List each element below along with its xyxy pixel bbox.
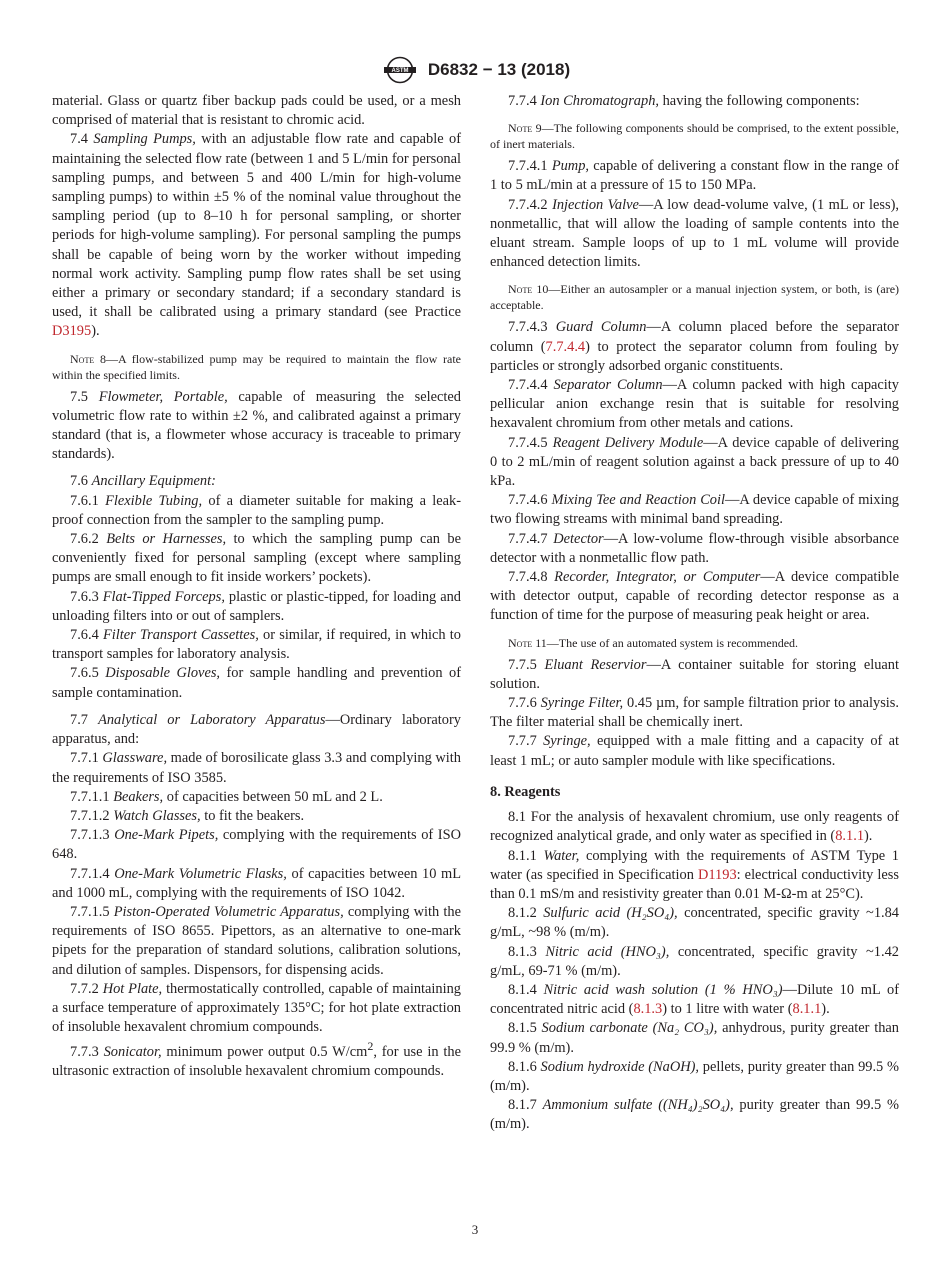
section-7-7-3: 7.7.3 Sonicator, minimum power output 0.5 $W/cm^2$, for use in the ultrasonic extraction of insoluble hexavalent chromium compounds. — [52, 1039, 461, 1080]
section-7-6-4: 7.6.4 Filter Transport Cassettes, or similar, if required, in which to transport samples for laboratory analysis. — [52, 627, 461, 663]
section-7-7-7: 7.7.7 Syringe, equipped with a male fitting and a capacity of at least 1 mL; or auto sampler module with like specifications. — [490, 733, 899, 769]
section-7-5: 7.5 Flowmeter, Portable, capable of measuring the selected volumetric flow rate to within ±2 %, and calibrated against a primary standard (that is, a flowmeter whose accuracy is traceable to primary standards). — [52, 388, 461, 463]
section-7-4: 7.4 Sampling Pumps, with an adjustable flow rate and capable of maintaining the selected flow rate (between 1 and 5 L/min for personal sampling pumps, and between 5 and 400 L/min for high-volume sampling pumps) to within ±5 % of the nominal value throughout the sampling period (up to 8–10 h for personal sampling, or shorter periods for high-volume sampling). For personal sampling the pumps shall be capable of being worn by the worker without impeding normal work activity. Sampling pump flow rates shall be set using either a primary or secondary standard; if a secondary standard is used, it shall be calibrated using a primary standard (see Practice D3195). — [52, 131, 461, 340]
section-7-7-4: 7.7.4 Ion Chromatograph, having the following components: — [508, 93, 860, 109]
section-7-7-1-5: 7.7.1.5 Piston-Operated Volumetric Apparatus, complying with the requirements of ISO 8655. Pipettors, as an alternative to one-mark pipets for the preparation of standard solutions, calibration solutions, and dilution of samples. Dispensors, for dispensing acids. — [52, 903, 461, 978]
section-7-7-4-6: 7.7.4.6 Mixing Tee and Reaction Coil—A device capable of mixing two flowing streams with minimal band spreading. — [490, 492, 899, 528]
section-8-1-7: 8.1.7 Ammonium sulfate ((NH₄)₂SO₄), purity greater than 99.5 % (m/m). — [490, 1097, 900, 1133]
section-7-6: 7.6 Ancillary Equipment: — [70, 473, 216, 490]
astm-logo-icon — [380, 56, 420, 84]
section-7-7-4-4: 7.7.4.4 Separator Column—A column packed with high capacity pellicular anion exchange resin that is suitable for resolving hexavalent chromium from other metals and cations. — [490, 377, 899, 432]
section-7-7-4-8: 7.7.4.8 Recorder, Integrator, or Computer—A device compatible with detector output, capable of recording detector response as a function of time for the purpose of measuring peak height or area. — [490, 569, 899, 624]
section-8-1-5: 8.1.5 Sodium carbonate (Na₂ CO₃), anhydrous, purity greater than 99.9 % (m/m). — [490, 1020, 899, 1056]
section-8-1-2: 8.1.2 Sulfuric acid (H₂SO₄), concentrated, specific gravity ~1.84 g/mL, ~98 % (m/m). — [490, 905, 899, 941]
section-7-7-1: 7.7.1 Glassware, made of borosilicate glass 3.3 and complying with the requirements of ISO 3585. — [52, 750, 461, 786]
section-7-6-1: 7.6.1 Flexible Tubing, of a diameter suitable for making a leak-proof connection from the sampler to the sampling pump. — [52, 492, 462, 528]
section-7-7-4-2: 7.7.4.2 Injection Valve—A low dead-volume valve, (1 mL or less), nonmetallic, that will allow the loading of sample contents into the eluant stream. Sample loops of up to 1 mL volume will provide enhanced detection limits. — [490, 196, 899, 271]
ref-link[interactable]: 8.1.1 — [792, 1001, 822, 1018]
note-8: Note 8—A flow-stabilized pump may be required to maintain the flow rate within the specified limits. — [52, 351, 461, 382]
note-11: Note 11—The use of an automated system is recommended. — [508, 635, 799, 650]
page-header — [0, 56, 950, 86]
note-9: Note 9—The following components should be comprised, to the extent possible, of inert materials. — [490, 121, 900, 152]
section-7-6-2: 7.6.2 Belts or Harnesses, to which the sampling pump can be conveniently fixed for personal sampling (except where sampling pumps are small enough to fit inside workers’ pockets). — [52, 531, 461, 586]
section-8-1-4: 8.1.4 Nitric acid wash solution (1 % HNO₃)—Dilute 10 mL of concentrated nitric acid (8.1.3) to 1 litre with water (8.1.1). — [490, 981, 899, 1018]
document-id: D6832 − 13 (2018) — [427, 60, 571, 79]
section-7-7-4-3: 7.7.4.3 Guard Column—A column placed before the separator column (7.7.4.4) to protect the separator column from fouling by particles or strongly adsorbed organic constituents. — [490, 319, 899, 374]
section-7-7-1-2: 7.7.1.2 Watch Glasses, to fit the beakers. — [70, 807, 305, 824]
section-7-7-1-1: 7.7.1.1 Beakers, of capacities between 50 mL and 2 L. — [70, 788, 383, 805]
section-8-1-3: 8.1.3 Nitric acid (HNO₃), concentrated, specific gravity ~1.42 g/mL, 69-71 % (m/m). — [490, 943, 899, 979]
ref-link[interactable]: 8.1.3 — [633, 1001, 663, 1018]
section-8-1-6: 8.1.6 Sodium hydroxide (NaOH), pellets, purity greater than 99.5 % (m/m). — [490, 1058, 899, 1094]
svg-text:ASTM: ASTM — [391, 68, 409, 75]
section-7-7-1-4: 7.7.1.4 One-Mark Volumetric Flasks, of capacities between 10 mL and 1000 mL, complying with the requirements of ISO 1042. — [52, 865, 461, 901]
ref-link[interactable]: D1193 — [698, 866, 737, 883]
ref-link[interactable]: D3195 — [52, 323, 92, 340]
left-column — [52, 92, 461, 1082]
section-7-7-2: 7.7.2 Hot Plate, thermostatically controlled, capable of maintaining a surface temperature of approximately 135°C; for hot plate extraction of insoluble hexavalent chromium compounds. — [52, 980, 461, 1036]
section-7-7-5: 7.7.5 Eluant Reservior—A container suitable for storing eluant solution. — [490, 656, 899, 692]
section-heading-reagents: 8. Reagents — [490, 783, 561, 800]
section-7-7-4-1: 7.7.4.1 Pump, capable of delivering a constant flow in the range of 1 to 5 mL/min at a pressure of 15 to 150 MPa. — [490, 158, 899, 194]
section-7-6-3: 7.6.3 Flat-Tipped Forceps, plastic or plastic-tipped, for loading and unloading filters into or out of samplers. — [52, 588, 461, 624]
section-8-1-1: 8.1.1 Water, complying with the requirements of ASTM Type 1 water (as specified in Specification D1193: electrical conductivity less than 0.1 mS/m and resistivity greater than 0.01 M-Ω-m at 25°C). — [490, 847, 899, 902]
ref-link[interactable]: 7.7.4.4 — [545, 338, 586, 355]
note-10: Note 10—Either an autosampler or a manual injection system, or both, is (are) acceptable. — [490, 282, 900, 313]
section-7-6-5: 7.6.5 Disposable Gloves, for sample handling and prevention of sample contamination. — [52, 665, 461, 701]
page-number: 3 — [471, 1222, 479, 1237]
section-7-7: 7.7 Analytical or Laboratory Apparatus—Ordinary laboratory apparatus, and: — [52, 711, 461, 748]
section-7-7-6: 7.7.6 Syringe Filter, 0.45 µm, for sample filtration prior to analysis. The filter material shall be chemically inert. — [490, 695, 899, 731]
paragraph: material. Glass or quartz fiber backup pads could be used, or a mesh comprised of material that is resistant to chromic acid. — [52, 93, 461, 129]
ref-link[interactable]: 8.1.1 — [835, 828, 865, 845]
right-column — [490, 92, 899, 1135]
section-7-7-1-3: 7.7.1.3 One-Mark Pipets, complying with the requirements of ISO 648. — [52, 827, 461, 863]
section-7-7-4-7: 7.7.4.7 Detector—A low-volume flow-through visible absorbance detector with a nonmetallic flow path. — [490, 530, 899, 566]
section-8-1: 8.1 For the analysis of hexavalent chromium, use only reagents of recognized analytical grade, and only water as specified in (8.1.1). — [490, 809, 899, 845]
section-7-7-4-5: 7.7.4.5 Reagent Delivery Module—A device capable of delivering 0 to 2 mL/min of reagent solution against a back pressure of up to 40 kPa. — [490, 434, 899, 490]
